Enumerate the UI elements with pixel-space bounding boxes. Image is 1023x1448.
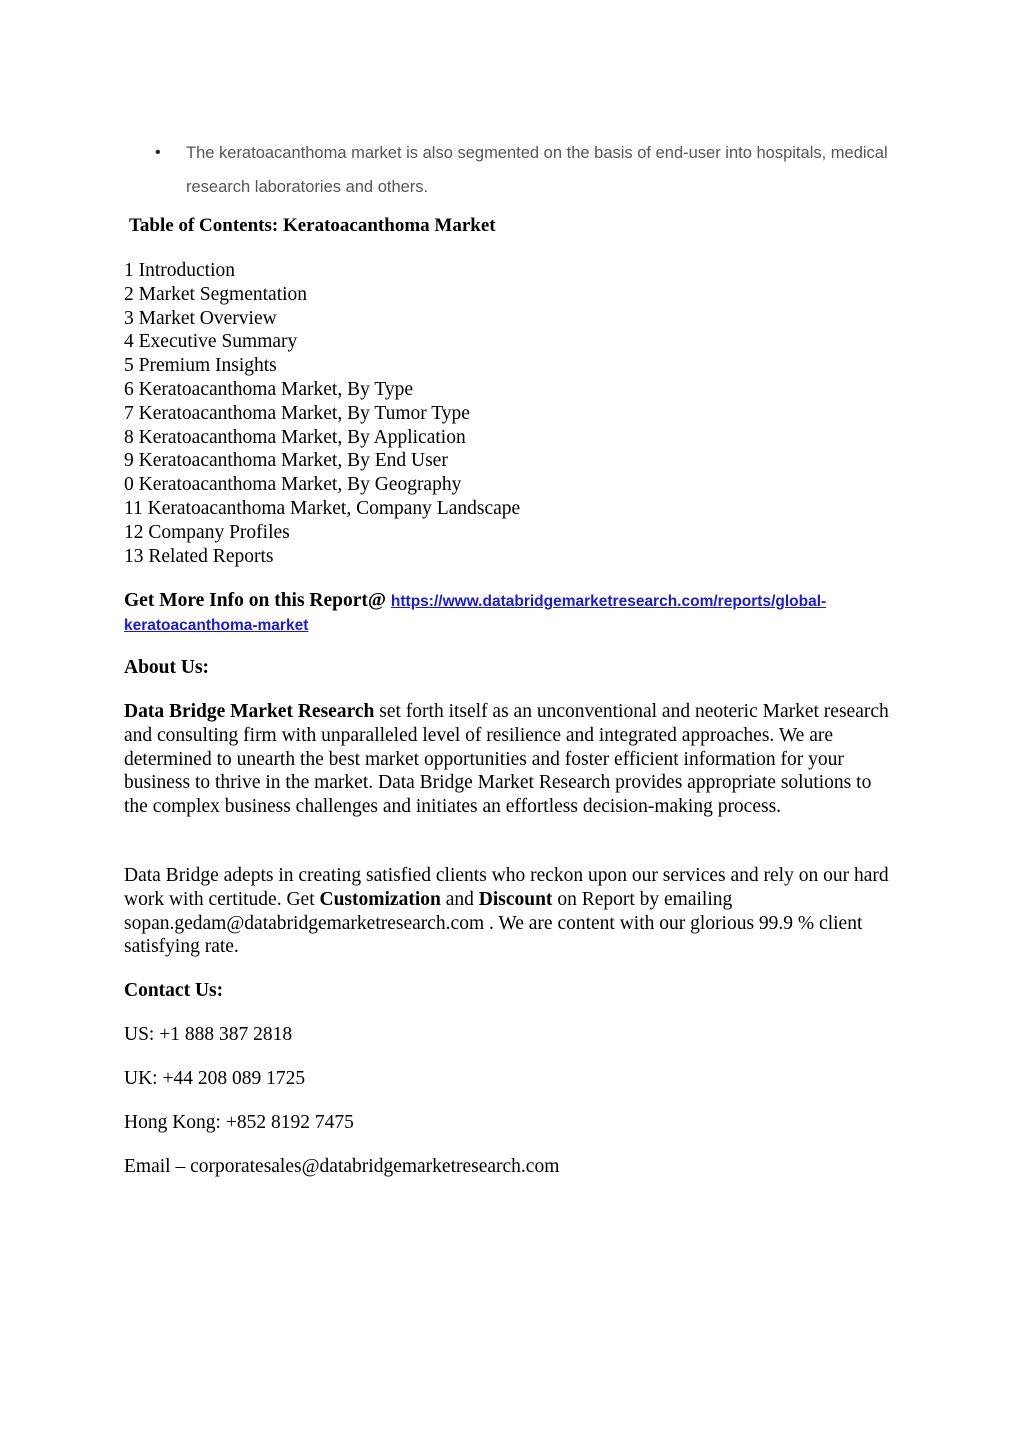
- toc-item: 4 Executive Summary: [124, 331, 298, 353]
- about-paragraph-2-text-c: on Report by emailing sopan.gedam@databridgemarketresearch.com . We are content with our glorious 99.9 % client satisfying rate.: [124, 888, 863, 958]
- report-link-continued[interactable]: keratoacanthoma-market: [124, 616, 309, 634]
- about-paragraph-2: [124, 864, 899, 959]
- toc-item: 3 Market Overview: [124, 307, 277, 329]
- about-paragraph-1: [124, 700, 899, 819]
- more-info-label: Get More Info on this Report@: [124, 590, 387, 611]
- toc-item: 6 Keratoacanthoma Market, By Type: [124, 378, 414, 400]
- toc-item: 11 Keratoacanthoma Market, Company Landscape: [124, 497, 521, 519]
- contact-uk-phone: UK: +44 208 089 1725: [124, 1068, 306, 1089]
- contact-us-phone: US: +1 888 387 2818: [124, 1024, 293, 1045]
- about-paragraph-1-text: set forth itself as an unconventional and neoteric Market research and consulting firm with unparalleled level of resilience and integrated approaches. We are determined to unearth the best market opportunities and foster efficient information for your business to thrive in the market. Data Bridge Market Research provides appropriate solutions to the complex business challenges and initiates an effortless decision-making process.: [124, 701, 889, 818]
- toc-list: [124, 259, 520, 568]
- toc-item: 2 Market Segmentation: [124, 283, 308, 305]
- toc-item: 9 Keratoacanthoma Market, By End User: [124, 450, 448, 472]
- toc-item: 0 Keratoacanthoma Market, By Geography: [124, 474, 462, 496]
- toc-item: 1 Introduction: [124, 260, 236, 281]
- contact-heading: Contact Us:: [124, 980, 224, 1001]
- discount-label: Discount: [478, 888, 553, 910]
- toc-heading: Table of Contents: Keratoacanthoma Market: [129, 215, 496, 236]
- bullet-text: The keratoacanthoma market is also segmented on the basis of end-user into hospitals, medical research laboratories and others.: [186, 144, 888, 196]
- customization-label: Customization: [319, 888, 441, 910]
- toc-item: 13 Related Reports: [124, 545, 274, 567]
- toc-item: 8 Keratoacanthoma Market, By Application: [124, 426, 466, 448]
- bullet-icon: •: [155, 144, 161, 161]
- about-paragraph-2-text-a: Data Bridge adepts in creating satisfied clients who reckon upon our services and rely on our hard work with certitude. Get: [124, 865, 889, 910]
- more-info: [124, 589, 904, 637]
- company-name: Data Bridge Market Research: [124, 701, 375, 722]
- about-heading: About Us:: [124, 657, 210, 678]
- toc-item: 12 Company Profiles: [124, 521, 290, 543]
- toc-item: 5 Premium Insights: [124, 355, 277, 377]
- about-paragraph-2-text-b: and: [440, 888, 479, 910]
- contact-email: Email – corporatesales@databridgemarketresearch.com: [124, 1156, 560, 1177]
- report-link[interactable]: https://www.databridgemarketresearch.com/reports/global-: [390, 593, 827, 610]
- contact-hk-phone: Hong Kong: +852 8192 7475: [124, 1112, 354, 1133]
- toc-item: 7 Keratoacanthoma Market, By Tumor Type: [124, 402, 470, 424]
